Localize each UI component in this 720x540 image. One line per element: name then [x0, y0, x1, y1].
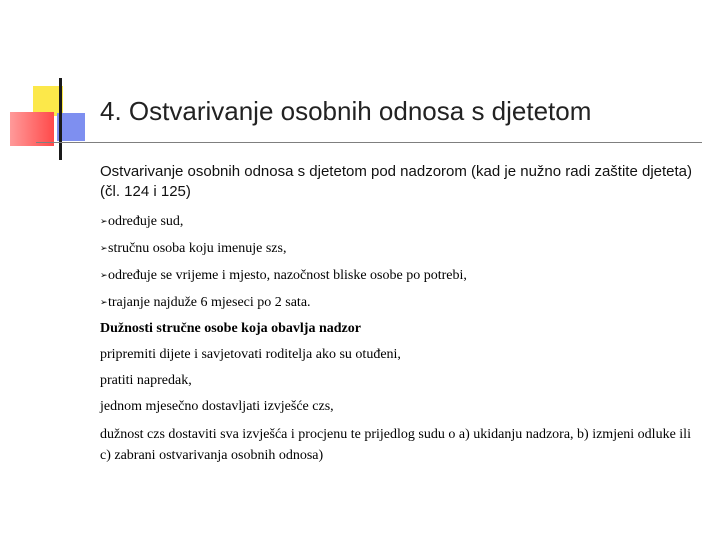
decoration-vertical-line [59, 78, 62, 160]
arrow-bullet-icon: ➢ [100, 216, 108, 226]
bullet-item [100, 262, 700, 289]
bullet-item [100, 208, 700, 235]
arrow-bullet-icon: ➢ [100, 270, 108, 280]
bullet-text: stručnu osoba koju imenuje szs, [108, 241, 287, 256]
bullet-text: trajanje najduže 6 mjeseci po 2 sata. [108, 295, 311, 310]
arrow-bullet-icon: ➢ [100, 243, 108, 253]
duty-item: jednom mjesečno dostavljati izvješće czs, [100, 399, 334, 414]
duties-heading: Dužnosti stručne osobe koja obavlja nadzor [100, 321, 361, 336]
duty-item: pratiti napredak, [100, 373, 192, 388]
bullet-item [100, 289, 700, 316]
bullet-text: određuje sud, [108, 214, 184, 229]
duty-item: dužnost czs dostaviti sva izvješća i procjenu te prijedlog sudu o a) ukidanju nadzora, b) izmjeni odluke ili c) zabrani ostvarivanja osobnih odnosa) [100, 427, 691, 463]
decoration-red-block [10, 112, 54, 146]
arrow-bullet-icon: ➢ [100, 297, 108, 307]
bullet-item [100, 235, 700, 262]
slide-content [100, 162, 700, 466]
intro-text: Ostvarivanje osobnih odnosa s djetetom pod nadzorom (kad je nužno radi zaštite djeteta) (čl. 124 i 125) [100, 163, 693, 200]
slide-title: 4. Ostvarivanje osobnih odnosa s djetetom [100, 96, 592, 126]
duty-item: pripremiti dijete i savjetovati roditelja ako su otuđeni, [100, 347, 401, 362]
title-underline [36, 142, 702, 143]
bullet-text: određuje se vrijeme i mjesto, nazočnost bliske osobe po potrebi, [108, 268, 467, 283]
